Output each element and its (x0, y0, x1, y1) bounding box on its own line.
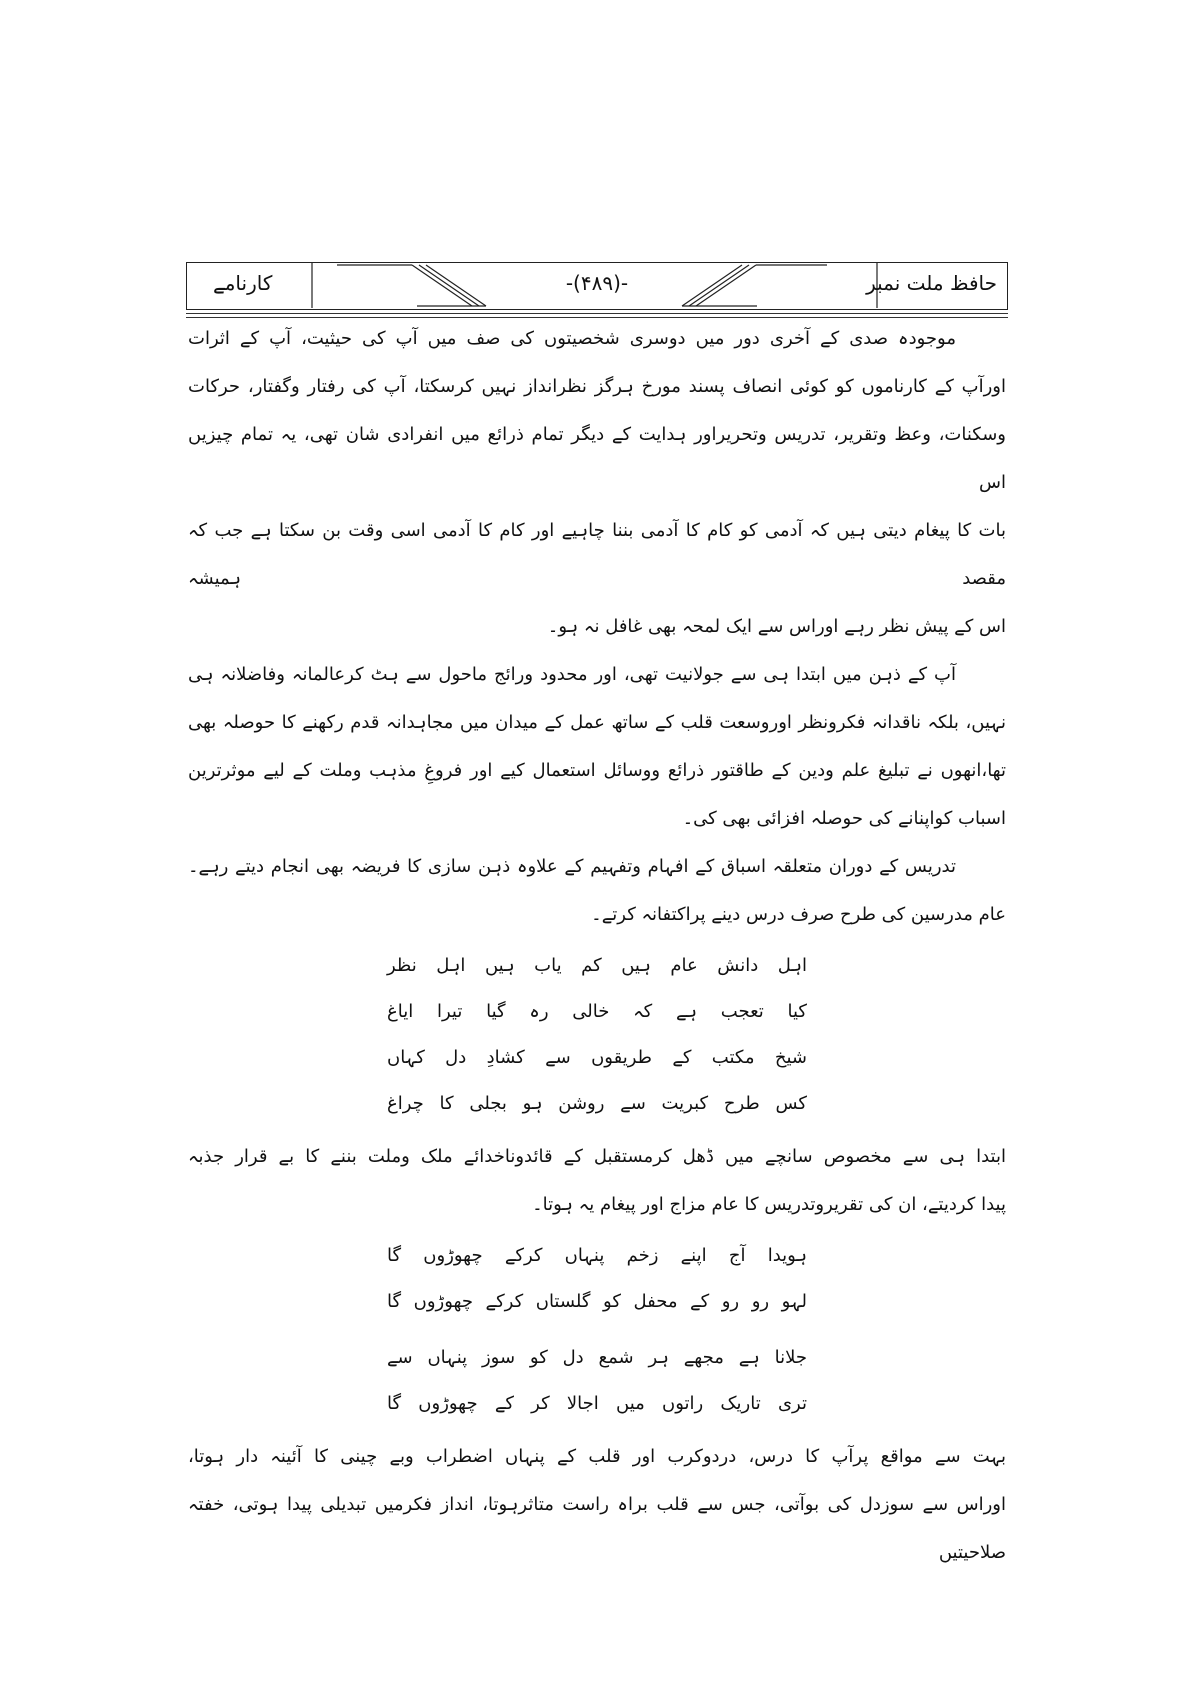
verse-block (387, 1233, 807, 1427)
paragraph-line: پیدا کردیتے، ان کی تقریروتدریس کا عام مزاج اور پیغام یہ ہوتا۔ (532, 1194, 1006, 1215)
verse-line: ہویدا آج اپنے زخم پنہاں کرکے چھوڑوں گا (387, 1245, 807, 1266)
paragraph-line: آپ کے ذہن میں ابتدا ہی سے جولانیت تھی، اور محدود ورائج ماحول سے ہٹ کرعالمانہ وفاضلانہ ہی (188, 664, 956, 685)
verse-line: کس طرح کبریت سے روشن ہو بجلی کا چراغ (387, 1093, 807, 1114)
verse-block (387, 943, 807, 1127)
verse-line: شیخ مکتب کے طریقوں سے کشادِ دل کہاں (387, 1047, 807, 1068)
paragraph-line: اورآپ کے کارناموں کو کوئی انصاف پسند مورخ ہرگز نظرانداز نہیں کرسکتا، آپ کی رفتار وگفتار، حرکات (188, 376, 1006, 397)
paragraph-line: عام مدرسین کی طرح صرف درس دینے پراکتفانہ کرتے۔ (591, 904, 1006, 925)
paragraph (188, 843, 1006, 939)
paragraph (188, 315, 1006, 651)
verse-line: لہو رو رو کے محفل کو گلستاں کرکے چھوڑوں گا (387, 1291, 807, 1312)
body-text (188, 315, 1006, 1577)
paragraph-line: تدریس کے دوران متعلقہ اسباق کے افہام وتفہیم کے علاوہ ذہن سازی کا فریضہ بھی انجام دیتے رہے۔ (188, 856, 956, 877)
verse-line: کیا تعجب ہے کہ خالی رہ گیا تیرا ایاغ (387, 1001, 807, 1022)
page-number: -(۴۸۹)- (565, 271, 629, 295)
paragraph-line: وسکنات، وعظ وتقریر، تدریس وتحریراور ہدایت کے دیگر تمام ذرائع میں انفرادی شان تھی، یہ تمام چیزیں اس (188, 424, 1006, 493)
paragraph-line: بہت سے مواقع پرآپ کا درس، دردوکرب اور قلب کے پنہاں اضطراب وبے چینی کا آئینہ دار ہوتا، (188, 1446, 1006, 1467)
paragraph-line: تھا،انھوں نے تبلیغ علم ودین کے طاقتور ذرائع ووسائل استعمال کیے اور فروغِ مذہب وملت کے لیے موثرترین (188, 760, 1006, 781)
paragraph (188, 1133, 1006, 1229)
paragraph-line: بات کا پیغام دیتی ہیں کہ آدمی کو کام کا آدمی بننا چاہیے اور کام کا آدمی اسی وقت بن سکتا ہے جب کہ مقصد ہمیشہ (188, 520, 1006, 589)
paragraph-line: موجودہ صدی کے آخری دور میں دوسری شخصیتوں کی صف میں آپ کی حیثیت، آپ کے اثرات (188, 328, 956, 349)
paragraph (188, 651, 1006, 843)
paragraph (188, 1433, 1006, 1577)
verse-line: تری تاریک راتوں میں اجالا کر کے چھوڑوں گا (387, 1393, 807, 1414)
paragraph-line: اسباب کواپنانے کی حوصلہ افزائی بھی کی۔ (682, 808, 1006, 829)
paragraph-line: نہیں، بلکہ ناقدانہ فکرونظر اوروسعت قلب کے ساتھ عمل کے میدان میں مجاہدانہ قدم رکھنے کا حوصلہ بھی (188, 712, 1006, 733)
stanza-gap (387, 1325, 807, 1335)
journal-title: حافظ ملت نمبر (866, 271, 997, 295)
header-rule (186, 313, 1008, 314)
paragraph-line: اوراس سے سوزدل کی بوآتی، جس سے قلب براہ راست متاثرہوتا، انداز فکرمیں تبدیلی پیدا ہوتی، خفتہ صلاحیتیں (188, 1494, 1006, 1563)
section-title: کارنامے (213, 271, 273, 295)
verse-line: جلانا ہے مجھے ہر شمع دل کو سوز پنہاں سے (387, 1347, 807, 1368)
running-header (186, 262, 1008, 310)
paragraph-line: اس کے پیش نظر رہے اوراس سے ایک لمحہ بھی غافل نہ ہو۔ (547, 616, 1006, 637)
verse-line: اہل دانش عام ہیں کم یاب ہیں اہل نظر (387, 955, 807, 976)
paragraph-line: ابتدا ہی سے مخصوص سانچے میں ڈھل کرمستقبل کے قائدوناخدائے ملک وملت بننے کا بے قرار جذبہ (188, 1146, 1006, 1167)
